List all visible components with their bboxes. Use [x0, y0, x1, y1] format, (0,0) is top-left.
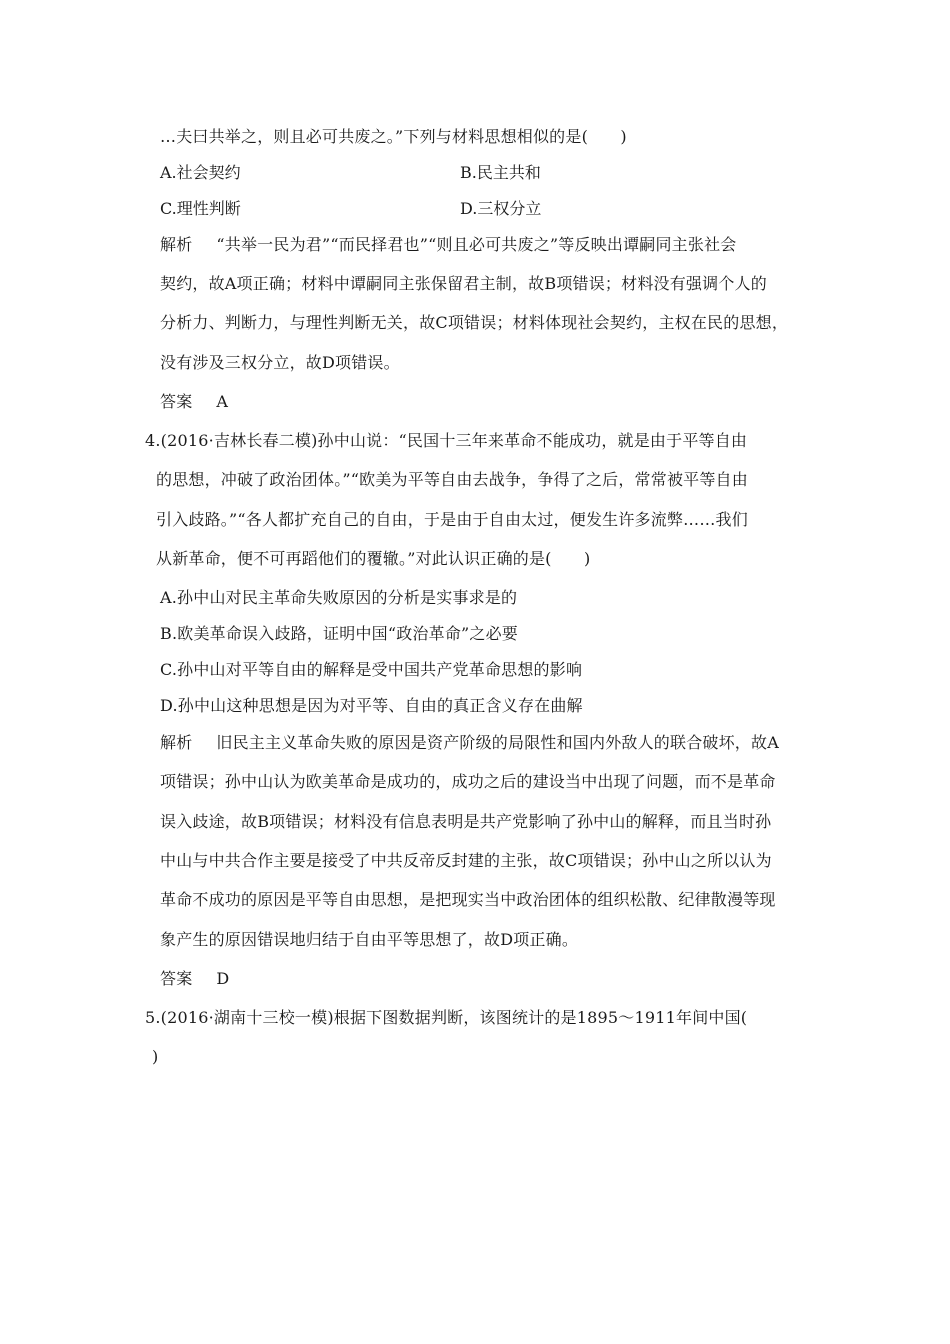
q3-analysis-line-1	[160, 234, 737, 256]
q4-analysis-line-2: 项错误；孙中山认为欧美革命是成功的，成功之后的建设当中出现了问题，而不是革命	[160, 772, 776, 791]
q3-option-a: A.社会契约	[160, 163, 241, 182]
q3-stem-tail: …夫曰共举之，则且必可共废之。”下列与材料思想相似的是( )	[160, 127, 627, 146]
q4-option-d: D.孙中山这种思想是因为对平等、自由的真正含义存在曲解	[160, 696, 583, 715]
q4-analysis-line-4: 中山与中共合作主要是接受了中共反帝反封建的主张，故C项错误；孙中山之所以认为	[160, 851, 772, 870]
q5-stem-line-1: 5.(2016·湖南十三校一模)根据下图数据判断，该图统计的是1895～1911年间中国(	[145, 1008, 748, 1027]
q4-option-c: C.孙中山对平等自由的解释是受中国共产党革命思想的影响	[160, 660, 583, 679]
q3-option-c: C.理性判断	[160, 199, 241, 218]
q4-analysis-line-6: 象产生的原因错误地归结于自由平等思想了，故D项正确。	[160, 930, 579, 949]
q3-options-row-1	[160, 162, 760, 184]
q4-analysis-line-1	[160, 732, 779, 754]
q4-stem-line-1: 4.(2016·吉林长春二模)孙中山说：“民国十三年来革命不能成功，就是由于平等自由	[145, 431, 748, 450]
q3-analysis-line-3: 分析力、判断力，与理性判断无关，故C项错误；材料体现社会契约，主权在民的思想，	[160, 313, 789, 332]
q3-analysis-text-1: “共举一民为君”“而民择君也”“则且必可共废之”等反映出谭嗣同主张社会	[216, 235, 737, 254]
q4-analysis-line-3: 误入歧途，故B项错误；材料没有信息表明是共产党影响了孙中山的解释，而且当时孙	[160, 812, 772, 831]
q3-analysis-label: 解析	[160, 235, 193, 254]
q4-analysis-text-1: 旧民主主义革命失败的原因是资产阶级的局限性和国内外敌人的联合破坏，故A	[216, 733, 779, 752]
q5-stem-line-2: )	[152, 1047, 159, 1066]
q3-analysis-line-4: 没有涉及三权分立，故D项错误。	[160, 353, 400, 372]
q4-option-a: A.孙中山对民主革命失败原因的分析是实事求是的	[160, 588, 518, 607]
q4-stem-line-3: 引入歧路。”“各人都扩充自己的自由，于是由于自由太过，便发生许多流弊……我们	[156, 510, 748, 529]
q3-analysis-line-2: 契约，故A项正确；材料中谭嗣同主张保留君主制，故B项错误；材料没有强调个人的	[160, 274, 767, 293]
q3-option-d: D.三权分立	[460, 199, 542, 218]
q4-answer-label: 答案	[160, 969, 193, 988]
q4-answer	[160, 968, 229, 990]
q3-answer	[160, 391, 228, 413]
q4-stem-line-4: 从新革命，便不可再蹈他们的覆辙。”对此认识正确的是( )	[156, 549, 591, 568]
q4-analysis-label: 解析	[160, 733, 193, 752]
q4-answer-value: D	[216, 969, 230, 988]
q3-option-b: B.民主共和	[460, 163, 541, 182]
q4-stem-line-2: 的思想，冲破了政治团体。”“欧美为平等自由去战争，争得了之后，常常被平等自由	[156, 470, 748, 489]
q4-analysis-line-5: 革命不成功的原因是平等自由思想，是把现实当中政治团体的组织松散、纪律散漫等现	[160, 890, 776, 909]
q3-answer-value: A	[216, 392, 229, 411]
q3-answer-label: 答案	[160, 392, 193, 411]
q4-option-b: B.欧美革命误入歧路，证明中国“政治革命”之必要	[160, 624, 519, 643]
q3-options-row-2	[160, 198, 760, 220]
